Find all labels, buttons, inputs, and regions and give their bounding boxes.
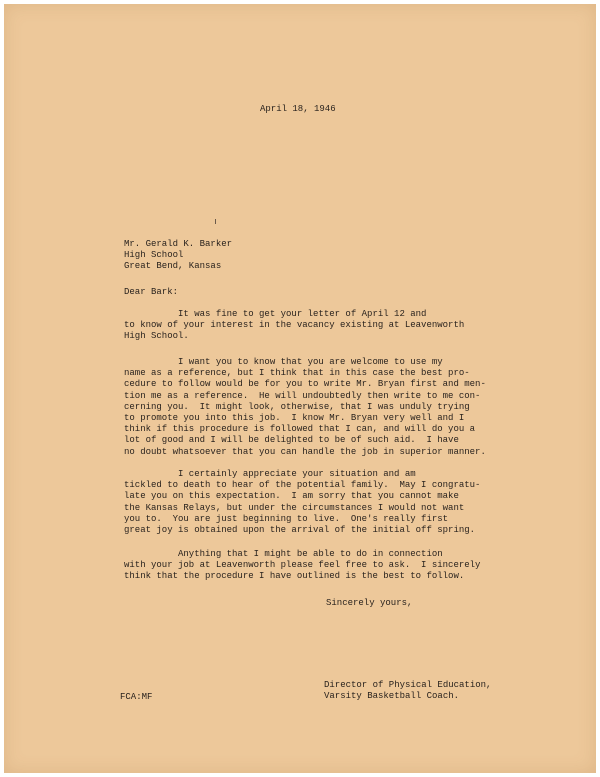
text-line: Anything that I might be able to do in connection xyxy=(124,549,443,559)
text-line: great joy is obtained upon the arrival of the initial off spring. xyxy=(124,524,476,535)
text-line: name as a reference, but I think that in this case the best pro- xyxy=(124,368,470,379)
title-line: Director of Physical Education, xyxy=(324,680,492,690)
text-line: lot of good and I will be delighted to be of such aid. I have xyxy=(124,435,459,446)
title-line: Varsity Basketball Coach. xyxy=(324,691,460,702)
text-line: to know of your interest in the vacancy existing at Leavenworth xyxy=(124,320,465,331)
text-line: think that the procedure I have outlined is the best to follow. xyxy=(124,571,465,582)
paragraph-3 xyxy=(124,469,480,536)
paragraph-1 xyxy=(124,309,464,343)
text-line: think if this procedure is followed that I can, and will do you a xyxy=(124,424,476,435)
text-line: tion me as a reference. He will undoubtedly then write to me con- xyxy=(124,390,481,401)
paper-mark xyxy=(215,219,216,224)
text-line: with your job at Leavenworth please feel free to ask. I sincerely xyxy=(124,560,481,571)
reference-initials: FCA:MF xyxy=(120,692,153,702)
inside-address xyxy=(124,239,232,273)
address-line: Great Bend, Kansas xyxy=(124,261,222,272)
text-line: the Kansas Relays, but under the circumstances I would not want xyxy=(124,502,465,513)
text-line: tickled to death to hear of the potential family. May I congratu- xyxy=(124,480,481,491)
text-line: It was fine to get your letter of April 12 and xyxy=(124,309,427,319)
text-line: no doubt whatsoever that you can handle the job in superior manner. xyxy=(124,446,486,457)
text-line: you to. You are just beginning to live. One's really first xyxy=(124,513,449,524)
text-line: to promote you into this job. I know Mr. Bryan very well and I xyxy=(124,412,465,423)
text-line: I want you to know that you are welcome to use my xyxy=(124,357,443,367)
text-line: High School. xyxy=(124,331,189,342)
letter-page xyxy=(4,4,596,773)
address-line: Mr. Gerald K. Barker xyxy=(124,239,233,249)
address-line: High School xyxy=(124,250,184,261)
paragraph-2 xyxy=(124,357,486,458)
text-line: cerning you. It might look, otherwise, that I was unduly trying xyxy=(124,401,470,412)
text-line: late you on this expectation. I am sorry that you cannot make xyxy=(124,491,459,502)
salutation: Dear Bark: xyxy=(124,287,179,297)
letter-date: April 18, 1946 xyxy=(260,104,336,114)
signature-title xyxy=(324,680,491,702)
closing: Sincerely yours, xyxy=(326,598,413,608)
text-line: cedure to follow would be for you to write Mr. Bryan first and men- xyxy=(124,379,486,390)
paragraph-4 xyxy=(124,549,480,583)
text-line: I certainly appreciate your situation and am xyxy=(124,469,416,479)
